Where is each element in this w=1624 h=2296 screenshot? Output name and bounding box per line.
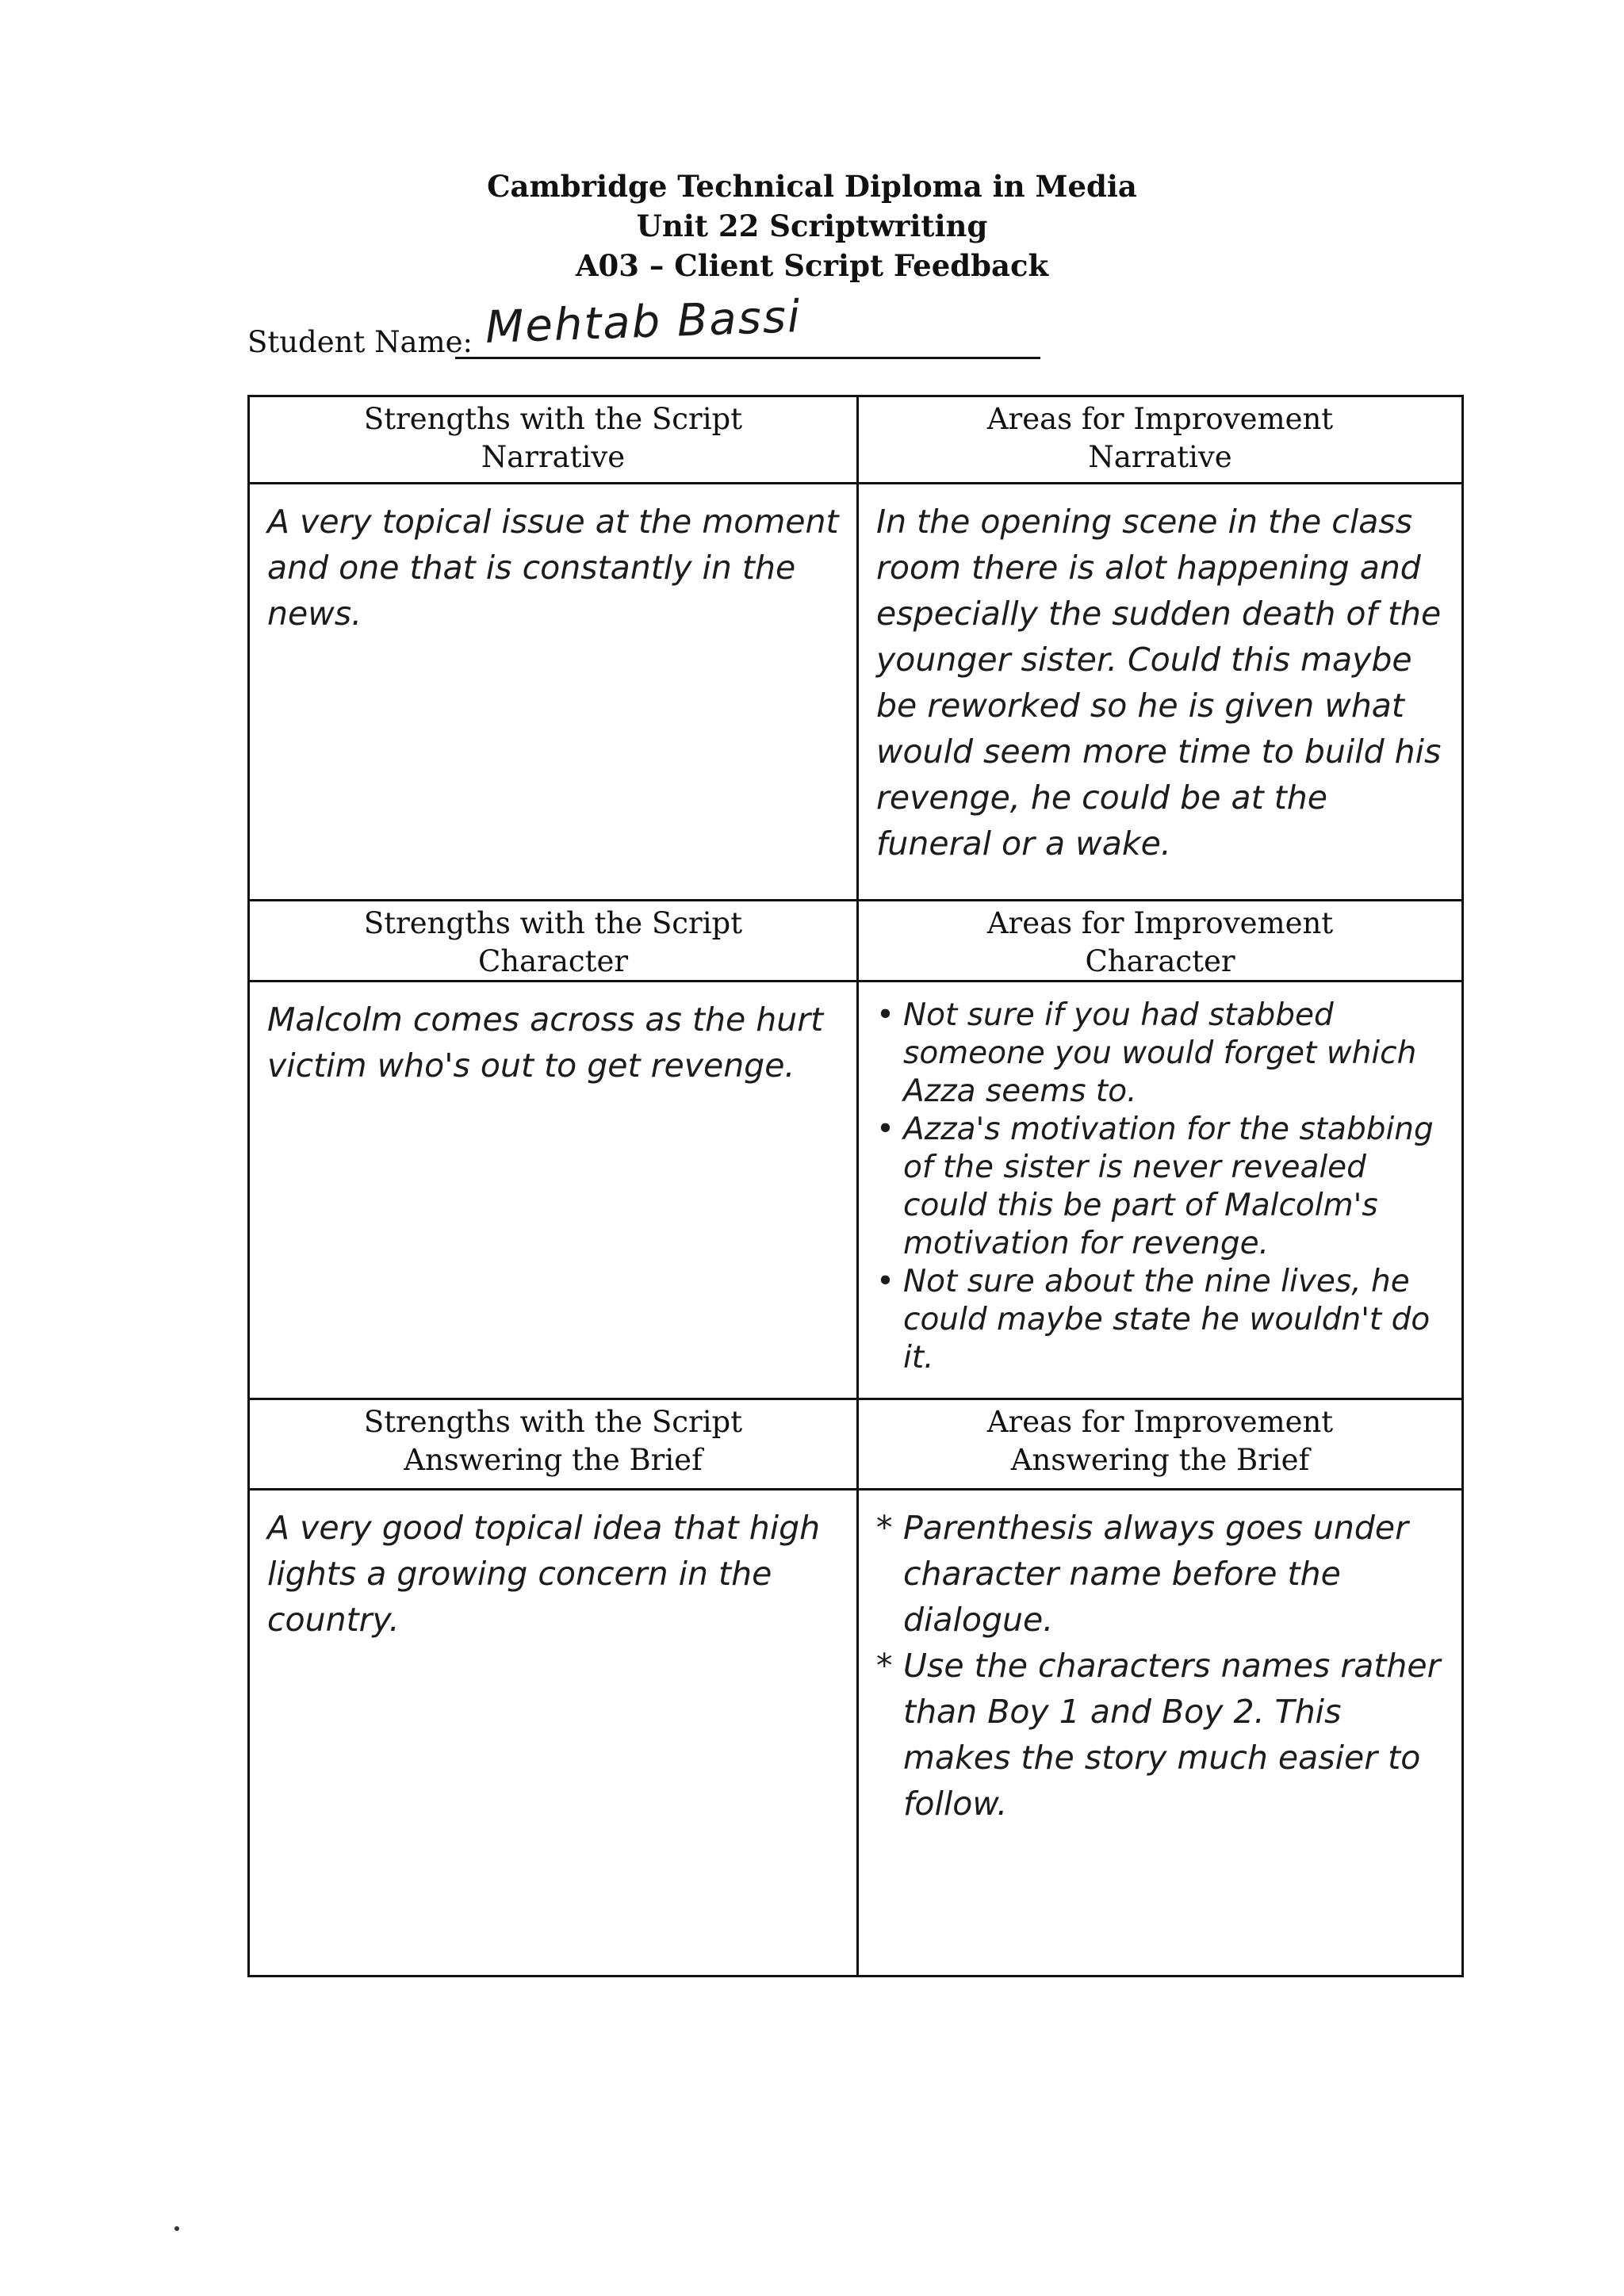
bullet-mark: • (876, 1112, 895, 1147)
bullet-mark: • (876, 997, 895, 1033)
header-line: Strengths with the Script (363, 906, 743, 940)
student-name-row (247, 291, 1040, 359)
feedback-table (247, 395, 1464, 1977)
handwritten-comment: A very good topical idea that high lights a growing concern in the country. (267, 1509, 821, 1639)
bullet-text: Use the characters names rather than Boy 1 and Boy 2. This makes the story much easier to follow. (903, 1647, 1441, 1823)
stray-pen-mark (174, 2226, 179, 2231)
strengths-narrative-comment (250, 484, 856, 899)
bullet-item (876, 1505, 1444, 1643)
bullet-mark: * (876, 1647, 893, 1685)
header-subline: Answering the Brief (1010, 1443, 1310, 1477)
handwritten-comment: Malcolm comes across as the hurt victim who's out to get revenge. (267, 1001, 824, 1085)
student-name-underline (455, 357, 1040, 359)
title-line-3: A03 – Client Script Feedback (575, 248, 1049, 283)
bullet-item (876, 1643, 1444, 1827)
bullet-item (876, 1111, 1444, 1263)
bullet-text: Azza's motivation for the stabbing of the sister is never revealed could this be part of Malcolm's motivation for revenge. (903, 1112, 1434, 1261)
handwritten-comment: In the opening scene in the class room there is alot happening and especially the sudden death of the younger sister. Could this maybe be reworked so he is given what would seem more time to build his revenge, he could be at the funeral or a wake. (876, 503, 1442, 863)
strengths-brief-comment (250, 1490, 856, 1975)
student-name-label: Student Name: (247, 325, 473, 359)
header-subline: Character (1085, 944, 1235, 978)
header-subline: Narrative (481, 440, 626, 474)
strengths-character-header (250, 901, 856, 980)
improvement-narrative-comment (859, 484, 1461, 899)
improvement-brief-header (859, 1400, 1461, 1488)
header-line: Areas for Improvement (986, 1405, 1334, 1439)
strengths-narrative-header (250, 397, 856, 482)
header-line: Areas for Improvement (986, 402, 1334, 436)
header-line: Strengths with the Script (363, 402, 743, 436)
bullet-item (876, 997, 1444, 1111)
improvement-character-comment (859, 982, 1461, 1398)
handwritten-comment: A very topical issue at the moment and one that is constantly in the news. (267, 503, 839, 633)
header-line: Areas for Improvement (986, 906, 1334, 940)
header-subline: Character (477, 944, 629, 978)
bullet-item (876, 1263, 1444, 1377)
strengths-character-comment (250, 982, 856, 1398)
student-name-handwritten: Mehtab Bassi (484, 291, 802, 354)
bullet-text: Not sure if you had stabbed someone you would forget which Azza seems to. (903, 997, 1417, 1109)
title-line-1: Cambridge Technical Diploma in Media (487, 169, 1137, 204)
strengths-brief-header (250, 1400, 856, 1488)
improvement-narrative-header (859, 397, 1461, 482)
header-subline: Answering the Brief (404, 1443, 703, 1477)
bullet-text: Parenthesis always goes under character name before the dialogue. (903, 1509, 1408, 1639)
improvement-brief-comment (859, 1490, 1461, 1975)
bullet-mark: * (876, 1509, 893, 1547)
bullet-mark: • (876, 1264, 895, 1299)
bullet-text: Not sure about the nine lives, he could maybe state he wouldn't do it. (903, 1264, 1431, 1376)
improvement-character-header (859, 901, 1461, 980)
title-line-2: Unit 22 Scriptwriting (636, 209, 988, 243)
header-line: Strengths with the Script (363, 1405, 743, 1439)
document-title (0, 166, 1624, 285)
header-subline: Narrative (1088, 440, 1232, 474)
